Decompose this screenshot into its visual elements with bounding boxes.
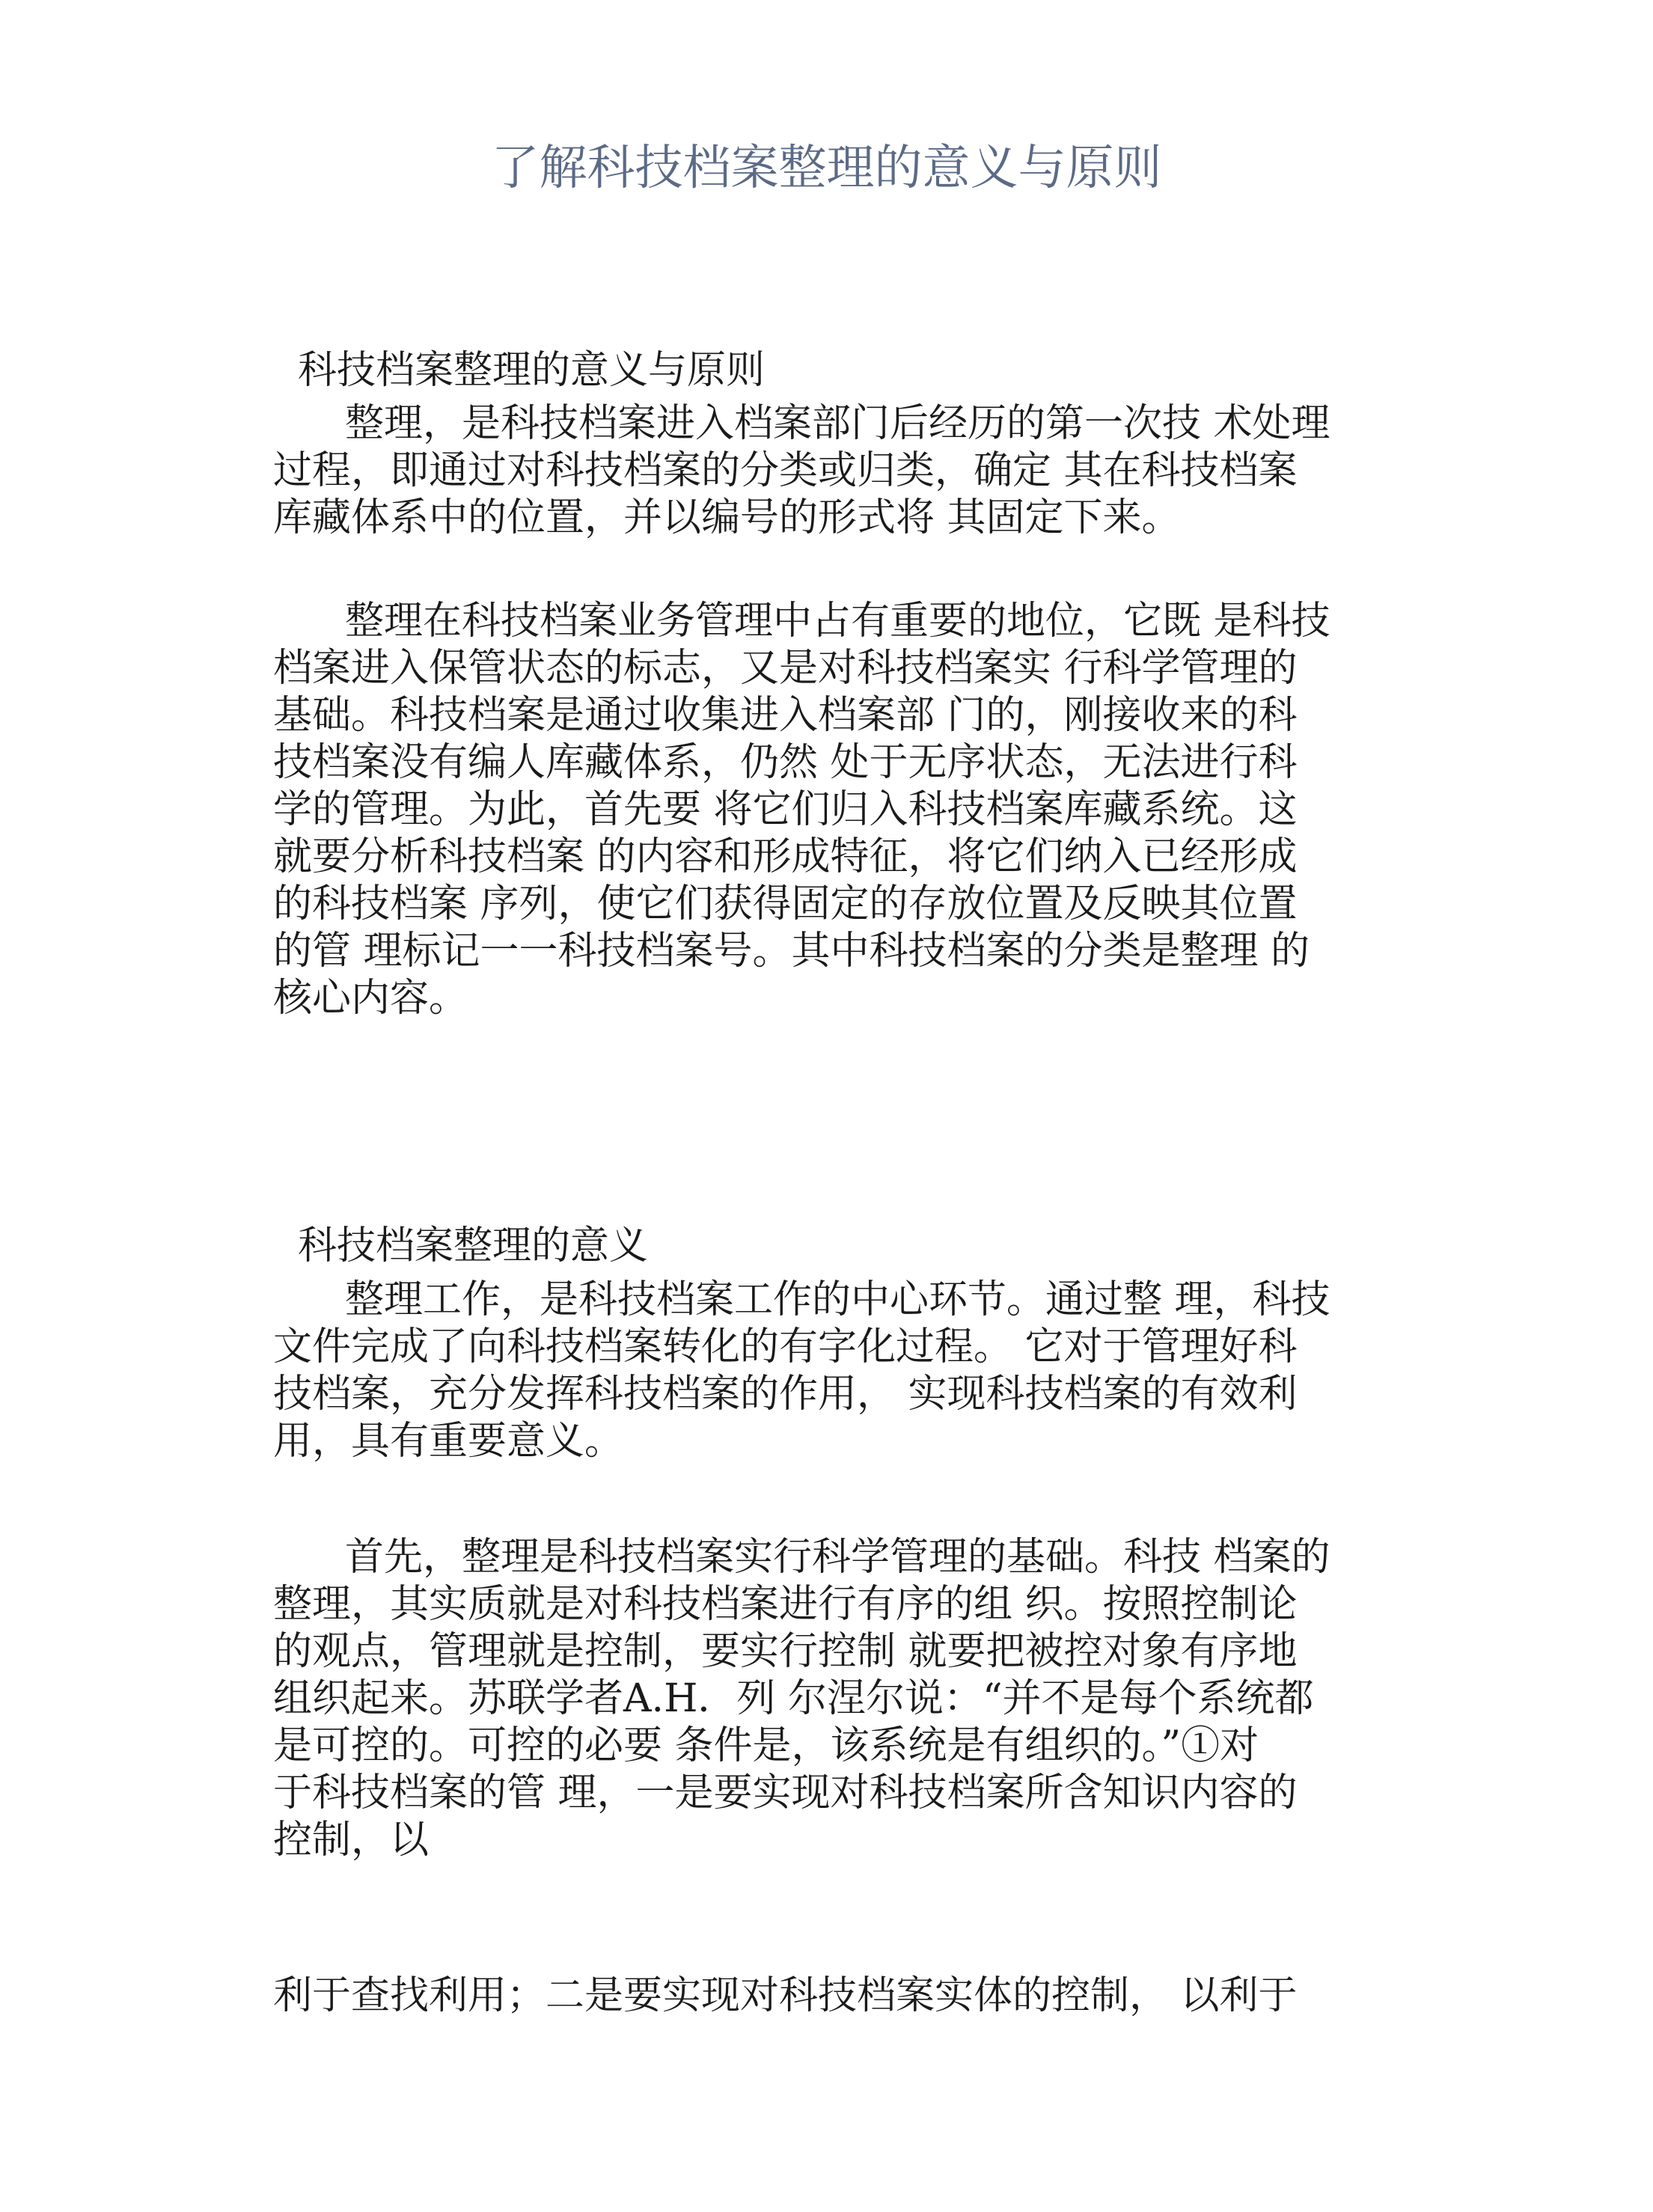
section-heading-significance: 科技档案整理的意义 bbox=[298, 1223, 649, 1268]
text-line: 利于查找利用；二是要实现对科技档案实体的控制， 以利于 bbox=[273, 1973, 1298, 2018]
text-line: 整理，其实质就是对科技档案进行有序的组 织。按照控制论 bbox=[273, 1582, 1298, 1627]
text-line: 的观点，管理就是控制，要实行控制 就要把被控对象有序地 bbox=[273, 1629, 1298, 1674]
text-line: 控制，以 bbox=[273, 1818, 430, 1863]
text-line: 的管 理标记一一科技档案号。其中科技档案的分类是整理 的 bbox=[273, 929, 1310, 974]
document-title: 了解科技档案整理的意义与原则 bbox=[491, 141, 1162, 196]
paragraph-management-basis bbox=[273, 1534, 1388, 1864]
text-line: 组织起来。苏联学者A.H．列 尔涅尔说：“并不是每个系统都 bbox=[273, 1676, 1314, 1721]
text-line: 基础。科技档案是通过收集进入档案部 门的，刚接收来的科 bbox=[273, 693, 1298, 738]
text-line: 库藏体系中的位置，并以编号的形式将 其固定下来。 bbox=[273, 495, 1181, 540]
text-line: 于科技档案的管 理，一是要实现对科技档案所含知识内容的 bbox=[273, 1770, 1298, 1815]
text-line: 整理，是科技档案进入档案部门后经历的第一次技 术处理 bbox=[345, 401, 1330, 446]
text-line: 整理在科技档案业务管理中占有重要的地位，它既 是科技 bbox=[345, 599, 1330, 644]
text-line: 技档案没有编人库藏体系，仍然 处于无序状态，无法进行科 bbox=[273, 740, 1298, 785]
text-line: 的科技档案 序列，使它们获得固定的存放位置及反映其位置 bbox=[273, 882, 1298, 926]
text-line: 档案进入保管状态的标志，又是对科技档案实 行科学管理的 bbox=[273, 646, 1298, 691]
section-heading-principles: 科技档案整理的意义与原则 bbox=[298, 348, 766, 393]
text-line: 文件完成了向科技档案转化的有字化过程。 它对于管理好科 bbox=[273, 1325, 1298, 1369]
text-line: 技档案，充分发挥科技档案的作用， 实现科技档案的有效利 bbox=[273, 1372, 1298, 1417]
text-line: 首先，整理是科技档案实行科学管理的基础。科技 档案的 bbox=[345, 1535, 1330, 1580]
paragraph-continuation bbox=[273, 1973, 1388, 2020]
text-line: 整理工作，是科技档案工作的中心环节。通过整 理，科技 bbox=[345, 1277, 1330, 1322]
text-line: 学的管理。为此，首先要 将它们归入科技档案库藏系统。这 bbox=[273, 787, 1298, 832]
text-line: 用，具有重要意义。 bbox=[273, 1419, 624, 1464]
paragraph-status bbox=[273, 598, 1388, 1022]
text-line: 过程，即通过对科技档案的分类或归类，确定 其在科技档案 bbox=[273, 448, 1298, 493]
text-line: 是可控的。可控的必要 条件是，该系统是有组织的。”①对 bbox=[273, 1723, 1259, 1768]
paragraph-central-link bbox=[273, 1277, 1388, 1465]
text-line: 就要分析科技档案 的内容和形成特征，将它们纳入已经形成 bbox=[273, 834, 1298, 879]
text-line: 核心内容。 bbox=[273, 976, 468, 1021]
paragraph-definition bbox=[273, 400, 1388, 542]
